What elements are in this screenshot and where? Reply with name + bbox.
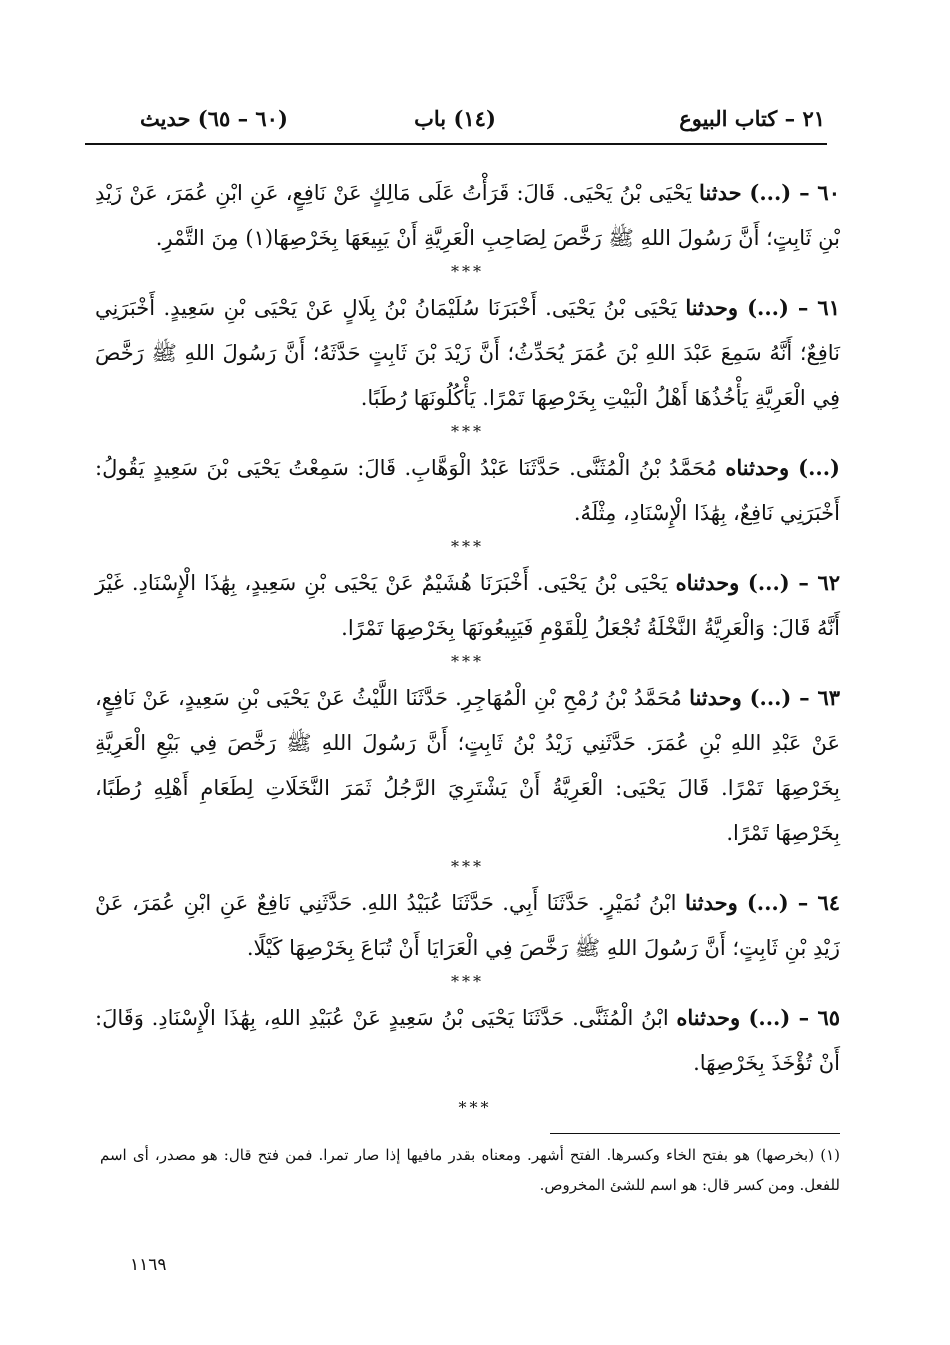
separator: *** xyxy=(451,537,484,556)
hadith-lead: ٦٢ – (...) وحدثناه xyxy=(675,570,840,595)
hadith-63 xyxy=(95,675,840,856)
footnote: (١) (بخرصها) هو بفتح الخاء وكسرها. الفتح أشهر. ومعناه بقدر مافيها إذا صار تمرا. فمن فتح قال: هو مصدر، أى اسم للفعل. ومن كسر قال: هو اسم للشئ المخروص. xyxy=(100,1146,840,1194)
hadith-text: مُحَمَّدُ بْنُ رُمْحِ بْنِ الْمُهَاجِرِ. حَدَّثَنَا اللَّيْثُ عَنْ يَحْيَى بْنِ سَعِيدٍ، عَنْ نَافِعٍ، عَنْ عَبْدِ اللهِ بْنِ عُمَرَ. حَدَّثَنِي زَيْدُ بْنُ ثَابِتٍ؛ أَنَّ رَسُولَ اللهِ ﷺ رَخَّصَ فِي بَيْعِ الْعَرِيَّةِ بِخَرْصِهَا تَمْرًا. قَالَ يَحْيَى: الْعَرِيَّةُ أَنْ يَشْتَرِيَ الرَّجُلُ ثَمَرَ النَّخَلَاتِ لِطَعَامِ أَهْلِهِ رُطَبًا، بِخَرْصِهَا تَمْرًا. xyxy=(95,686,840,845)
chapter-title: (١٤) باب xyxy=(414,106,496,131)
hadith-lead: ٦٠ – (...) حدثنا xyxy=(699,180,840,205)
page-number: ١١٦٩ xyxy=(130,1255,167,1275)
hadith-lead: ٦٤ – (...) وحدثنا xyxy=(685,890,840,915)
separator: *** xyxy=(451,652,484,671)
hadith-text: يَحْيَى بْنُ يَحْيَى. أَخْبَرَنَا هُشَيْمٌ عَنْ يَحْيَى بْنِ سَعِيدٍ، بِهَٰذَا الْإِسْنَادِ. غَيْرَ أَنَّهُ قَالَ: وَالْعَرِيَّةُ النَّخْلَةُ تُجْعَلُ لِلْقَوْمِ فَيَبِيعُونَهَا بِخَرْصِهَا تَمْرًا. xyxy=(95,571,840,640)
separator: *** xyxy=(458,1098,492,1117)
book-title: ٢١ – كتاب البيوع xyxy=(679,106,825,131)
separator: *** xyxy=(451,262,484,281)
hadith-62 xyxy=(95,560,840,651)
hadith-61 xyxy=(95,285,840,421)
hadith-text: يَحْيَى بْنُ يَحْيَى. أَخْبَرَنَا سُلَيْمَانُ بْنُ بِلَالٍ عَنْ يَحْيَى بْنِ سَعِيدٍ. أَخْبَرَنِي نَافِعٌ؛ أَنَّهُ سَمِعَ عَبْدَ اللهِ بْنَ عُمَرَ يُحَدِّثُ؛ أَنَّ زَيْدَ بْنَ ثَابِتٍ حَدَّثَهُ؛ أَنَّ رَسُولَ اللهِ ﷺ رَخَّصَ فِي الْعَرِيَّةِ يَأْخُذُهَا أَهْلُ الْبَيْتِ بِخَرْصِهَا تَمْرًا. يَأْكُلُونَهَا رُطَبًا. xyxy=(95,296,840,410)
header-rule xyxy=(85,143,827,145)
hadith-60 xyxy=(95,170,840,261)
hadith-64 xyxy=(95,880,840,971)
hadith-lead: (...) وحدثناه xyxy=(725,455,840,480)
separator: *** xyxy=(451,857,484,876)
footnote-rule xyxy=(550,1133,840,1134)
separator: *** xyxy=(451,422,484,441)
hadith-range: (٦٠ – ٦٥) حديث xyxy=(140,106,288,131)
separator: *** xyxy=(451,972,484,991)
hadith-65 xyxy=(95,995,840,1086)
hadith-61-variant xyxy=(95,445,840,536)
hadith-text: ابْنُ نُمَيْرٍ. حَدَّثَنَا أَبِي. حَدَّثَنَا عُبَيْدُ اللهِ. حَدَّثَنِي نَافِعٌ عَنِ ابْنِ عُمَرَ، عَنْ زَيْدِ بْنِ ثَابِتٍ؛ أَنَّ رَسُولَ اللهِ ﷺ رَخَّصَ فِي الْعَرَايَا أَنْ تُبَاعَ بِخَرْصِهَا كَيْلًا. xyxy=(95,891,840,960)
hadith-text: ابْنُ الْمُثَنَّى. حَدَّثَنَا يَحْيَى بْنُ سَعِيدٍ عَنْ عُبَيْدِ اللهِ، بِهَٰذَا الْإِسْنَادِ. وَقَالَ: أَنْ تُؤْخَذَ بِخَرْصِهَا. xyxy=(95,1006,840,1075)
hadith-text: يَحْيَى بْنُ يَحْيَى. قَالَ: قَرَأْتُ عَلَى مَالِكٍ عَنْ نَافِعٍ، عَنِ ابْنِ عُمَرَ، عَنْ زَيْدِ بْنِ ثَابِتٍ؛ أَنَّ رَسُولَ اللهِ ﷺ رَخَّصَ لِصَاحِبِ الْعَرِيَّةِ أَنْ يَبِيعَهَا بِخَرْصِهَا(١) مِنَ التَّمْرِ. xyxy=(95,181,840,250)
hadith-text: مُحَمَّدُ بْنُ الْمُثَنَّى. حَدَّثَنَا عَبْدُ الْوَهَّابِ. قَالَ: سَمِعْتُ يَحْيَى بْنَ سَعِيدٍ يَقُولُ: أَخْبَرَنِي نَافِعٌ، بِهَٰذَا الْإِسْنَادِ، مِثْلَهُ. xyxy=(95,456,840,525)
hadith-lead: ٦٥ – (...) وحدثناه xyxy=(676,1005,840,1030)
hadith-body xyxy=(95,170,840,1086)
running-header xyxy=(85,100,825,144)
hadith-lead: ٦٣ – (...) وحدثنا xyxy=(689,685,840,710)
hadith-lead: ٦١ – (...) وحدثنا xyxy=(685,295,840,320)
